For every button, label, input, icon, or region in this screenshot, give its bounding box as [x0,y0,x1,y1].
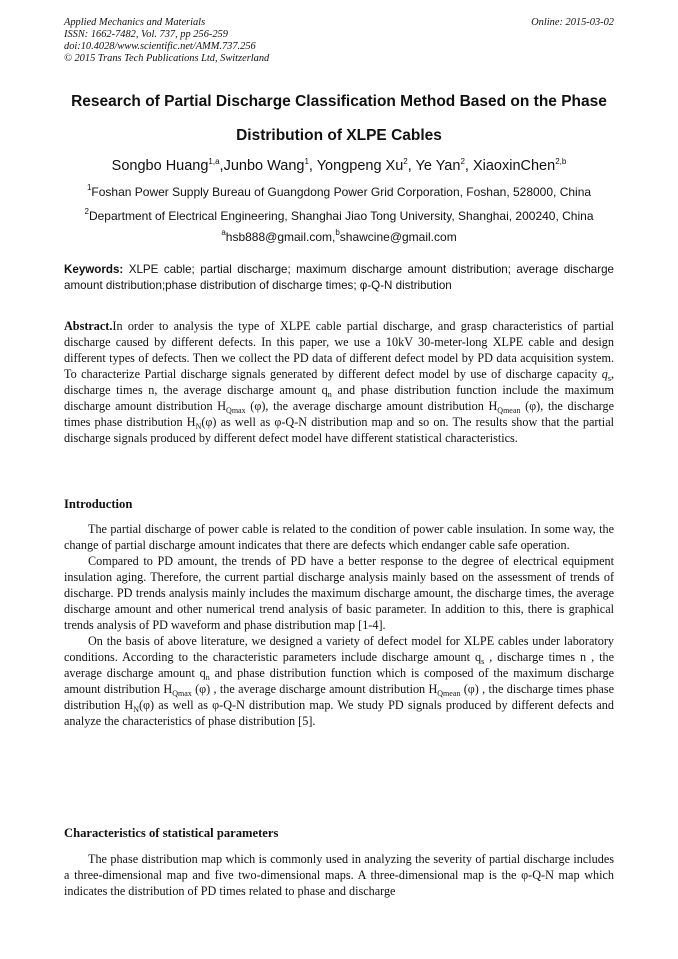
affiliation-mark: 1 [86,183,92,192]
email-mark: b [335,228,340,237]
paragraph-text: (φ) as well as φ-Q-N distribution map. We study PD signals produced by different defects and analyze the characteristics of phase distribution [5]. [64,698,614,728]
section-heading-characteristics: Characteristics of statistical parameters [64,826,279,840]
introduction-body [64,521,614,729]
affiliation-text: Foshan Power Supply Bureau of Guangdong Power Grid Corporation, Foshan, 528000, China [91,185,592,199]
subscript: s [481,657,485,666]
subscript: Qmax [172,689,192,698]
subscript: s [607,374,611,383]
author-affiliation-mark: 2,b [555,157,567,166]
keywords-text: XLPE cable; partial discharge; maximum discharge amount distribution; average discharge amount distribution;phase distribution of discharge times; φ-Q-N distribution [64,263,614,292]
author-affiliation-mark: 1 [304,157,309,166]
issn-line: ISSN: 1662-7482, Vol. 737, pp 256-259 [64,29,228,40]
abstract-label: Abstract. [64,319,113,333]
subscript: Qmax [226,406,246,415]
paragraph-text: (φ) , the average discharge amount distribution H [191,682,438,696]
email-line [20,230,658,244]
author-list: Songbo Huang$^{1,a}$,Junbo Wang$^1$, Yongpeng Xu$^2$, Ye Yan$^2$, XiaoxinChen$^{2,b}$ [111,157,567,174]
subscript: Qmean [497,406,521,415]
abstract-text: (φ), the discharge times phase distribution H [64,399,614,429]
author-name: Yongpeng Xu [316,158,404,174]
email-a[interactable]: hsb888@gmail.com, [225,230,336,244]
author-name: XiaoxinChen [472,158,556,174]
abstract-text: In order to analysis the type of XLPE cable partial discharge, and grasp characteristics of partial discharge caused by different defects. In this paper, we use a 10kV 30-meter-long XLPE cable and design different types of defects. Then we collect the PD data of different defect model by PD data acquisition system. To characterize Partial discharge signals generated by different defect model by use of discharge capacity [64,319,614,381]
author-affiliation-mark: 2 [403,157,408,166]
author-name: Songbo Huang [111,158,209,174]
paragraph: Compared to PD amount, the trends of PD have a better response to the degree of electrical equipment insulation aging. Therefore, the current partial discharge analysis mainly based on the assessment of trends of discharge. PD trends analysis mainly includes the maximum discharge amount, the discharge times, the average discharge amount and other numerical trend analysis of basic parameter. In addition to this, there is graphical trends analysis of PD waveform and phase distribution map [1-4]. [64,554,614,632]
author-affiliation-mark: 1,a [208,157,220,166]
online-date: Online: 2015-03-02 [531,17,614,28]
paragraph: The partial discharge of power cable is related to the condition of power cable insulation. In some way, the change of partial discharge amount indicates that there are defects which endanger cable safe operation. [64,522,614,552]
paragraph [64,633,614,729]
abstract-text: (φ) as well as φ-Q-N distribution map and so on. The results show that the partial discharge signals produced by different defect model have different statistical characteristics. [64,415,614,445]
affiliation-mark: 2 [84,207,89,216]
affiliation-1 [20,185,658,199]
subscript: Qmean [437,689,461,698]
paragraph-text: , discharge times n , the average discharge amount q [64,650,614,680]
characteristics-body [64,851,614,899]
symbol-q: q [601,367,608,381]
paper-title-line-1: Research of Partial Discharge Classification Method Based on the Phase [71,93,607,110]
author-name: Junbo Wang [223,158,305,174]
paragraph: The phase distribution map which is commonly used in analyzing the severity of partial discharge includes a three-dimensional map and five two-dimensional maps. A three-dimensional map is the φ-Q-N map which indicates the distribution of PD times related to phase and discharge [64,852,614,898]
copyright-line: © 2015 Trans Tech Publications Ltd, Switzerland [64,53,270,64]
keywords-label: Keywords: [64,263,124,276]
journal-name: Applied Mechanics and Materials [64,17,206,28]
section-heading-introduction: Introduction [64,497,133,511]
abstract [64,318,614,446]
subscript: n [205,673,210,682]
abstract-text: and phase distribution function include the maximum discharge amount distribution H [64,383,614,413]
abstract-text: , discharge times n, the average discharge amount q [64,367,614,397]
paragraph-text: (φ) , the discharge times phase distribution H [64,682,614,712]
email-mark: a [221,228,226,237]
subscript: N [133,705,139,714]
author-affiliation-mark: 2 [460,157,465,166]
subscript: N [195,422,202,431]
doi-line: doi:10.4028/www.scientific.net/AMM.737.256 [64,41,256,52]
author-name: Ye Yan [415,158,461,174]
paragraph-text: On the basis of above literature, we designed a variety of defect model for XLPE cables under laboratory conditions. According to the characteristic parameters include discharge amount q [64,634,614,664]
email-b[interactable]: shawcine@gmail.com [339,230,457,244]
subscript: n [327,390,332,399]
paper-title-line-2: Distribution of XLPE Cables [236,127,442,144]
abstract-text: (φ), the average discharge amount distribution H [245,399,498,413]
affiliation-2 [20,209,658,223]
paragraph-text: and phase distribution function which is composed of the maximum discharge amount distribution H [64,666,614,696]
affiliation-text: Department of Electrical Engineering, Shanghai Jiao Tong University, Shanghai, 200240, China [88,209,594,223]
keywords [64,262,614,294]
journal-info [64,17,269,65]
